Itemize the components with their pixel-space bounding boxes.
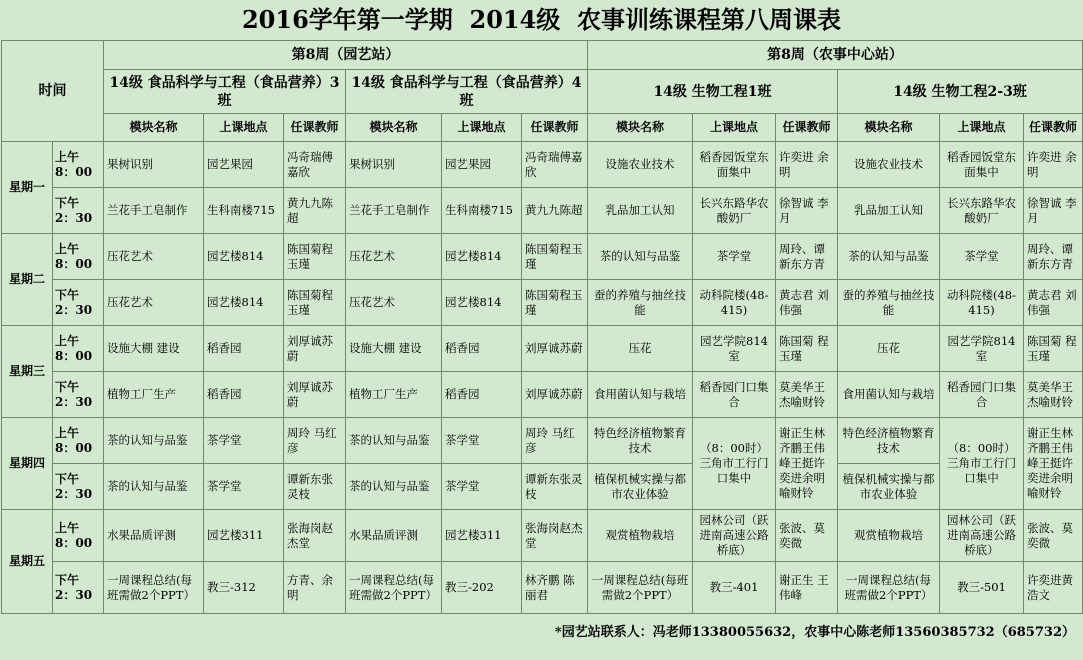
- teacher-cell: 刘厚诚苏蔚: [522, 372, 588, 418]
- location-cell: 园艺楼311: [204, 510, 284, 562]
- location-cell: 茶学堂: [204, 418, 284, 464]
- column-header: 模块名称: [838, 114, 940, 142]
- location-cell: 园艺楼311: [442, 510, 522, 562]
- column-header: 任课教师: [522, 114, 588, 142]
- class-header: 14级 生物工程2-3班: [838, 70, 1083, 114]
- location-cell: （8：00时）三角市工行门口集中: [940, 418, 1024, 510]
- teacher-cell: 张波、莫奕微: [1024, 510, 1083, 562]
- teacher-cell: 陈国菊 程玉瑾: [1024, 326, 1083, 372]
- class-header: 14级 食品科学与工程（食品营养）4班: [346, 70, 588, 114]
- time-slot: [53, 510, 104, 562]
- location-cell: 教三-312: [204, 562, 284, 614]
- module-cell: 植物工厂生产: [346, 372, 442, 418]
- module-cell: 设施农业技术: [838, 142, 940, 188]
- module-cell: 压花: [588, 326, 693, 372]
- module-cell: 设施大棚 建设: [346, 326, 442, 372]
- module-cell: 果树识别: [104, 142, 204, 188]
- schedule-table: [1, 40, 1083, 614]
- time-slot-text: 2：30: [55, 587, 93, 602]
- time-slot-text: 8：00: [55, 348, 93, 363]
- time-slot-text: 2：30: [55, 302, 93, 317]
- module-cell: 茶的认知与品鉴: [838, 234, 940, 280]
- module-cell: 压花艺术: [346, 234, 442, 280]
- module-cell: 茶的认知与品鉴: [346, 464, 442, 510]
- day-label: 星期四: [2, 418, 53, 510]
- time-slot-text: 2：30: [55, 210, 93, 225]
- teacher-cell: 张波、莫奕微: [776, 510, 838, 562]
- teacher-cell: 陈国菊程玉瑾: [522, 280, 588, 326]
- contact-footer: *园艺站联系人：冯老师13380055632，农事中心陈老师13560385732（685732）: [554, 625, 1075, 640]
- module-cell: 观赏植物栽培: [588, 510, 693, 562]
- location-cell: 园艺果园: [442, 142, 522, 188]
- teacher-cell: 陈国菊程玉瑾: [284, 234, 346, 280]
- location-cell: 长兴东路华农酸奶厂: [940, 188, 1024, 234]
- class-header: 14级 食品科学与工程（食品营养）3班: [104, 70, 346, 114]
- teacher-cell: 周玲、谭新东方青: [1024, 234, 1083, 280]
- module-cell: 特色经济植物繁育技术: [588, 418, 693, 464]
- location-cell: 茶学堂: [940, 234, 1024, 280]
- teacher-cell: 莫美华王杰喻财铃: [776, 372, 838, 418]
- teacher-cell: 谢正生林齐鹏王伟峰王挺许奕进余明喻财铃: [776, 418, 838, 510]
- module-cell: 食用菌认知与栽培: [588, 372, 693, 418]
- module-cell: 压花艺术: [104, 234, 204, 280]
- page-title: 2016学年第一学期 2014级 农事训练课程第八周课表: [241, 5, 841, 34]
- teacher-cell: 陈国菊程玉瑾: [522, 234, 588, 280]
- module-cell: 一周课程总结(每班需做2个PPT）: [838, 562, 940, 614]
- location-cell: 园林公司（跃进南高速公路桥底）: [940, 510, 1024, 562]
- location-cell: 茶学堂: [204, 464, 284, 510]
- teacher-cell: 许奕进 余明: [1024, 142, 1083, 188]
- module-cell: 水果品质评测: [104, 510, 204, 562]
- location-cell: 园艺学院814室: [693, 326, 776, 372]
- time-slot: [53, 372, 104, 418]
- module-cell: 茶的认知与品鉴: [104, 418, 204, 464]
- time-slot: [53, 464, 104, 510]
- teacher-cell: 刘厚诚苏蔚: [522, 326, 588, 372]
- location-cell: 动科院楼(48-415): [940, 280, 1024, 326]
- location-cell: 稻香园饭堂东面集中: [940, 142, 1024, 188]
- time-slot-text: 8：00: [55, 535, 93, 550]
- teacher-cell: 方青、余明: [284, 562, 346, 614]
- time-slot-text: 下午: [55, 471, 80, 486]
- station2-header: 第8周（农事中心站）: [588, 41, 1083, 70]
- teacher-cell: 谭新东张灵枝: [284, 464, 346, 510]
- column-header: 模块名称: [104, 114, 204, 142]
- location-cell: 长兴东路华农酸奶厂: [693, 188, 776, 234]
- module-cell: 乳品加工认知: [838, 188, 940, 234]
- module-cell: 果树识别: [346, 142, 442, 188]
- teacher-cell: 周玲 马红彦: [284, 418, 346, 464]
- location-cell: 茶学堂: [693, 234, 776, 280]
- module-cell: 蚕的养殖与抽丝技能: [838, 280, 940, 326]
- column-header: 上课地点: [693, 114, 776, 142]
- teacher-cell: 黄九九陈超: [284, 188, 346, 234]
- module-cell: 水果品质评测: [346, 510, 442, 562]
- teacher-cell: 周玲、谭新东方青: [776, 234, 838, 280]
- time-slot-text: 上午: [55, 333, 80, 348]
- day-label: 星期一: [2, 142, 53, 234]
- location-cell: 稻香园: [442, 372, 522, 418]
- time-slot-text: 8：00: [55, 256, 93, 271]
- column-header: 模块名称: [346, 114, 442, 142]
- time-slot: [53, 280, 104, 326]
- column-header: 上课地点: [204, 114, 284, 142]
- location-cell: 稻香园: [204, 326, 284, 372]
- location-cell: 稻香园: [204, 372, 284, 418]
- teacher-cell: 莫美华王杰喻财铃: [1024, 372, 1083, 418]
- location-cell: 生科南楼715: [442, 188, 522, 234]
- location-cell: 园艺果园: [204, 142, 284, 188]
- module-cell: 蚕的养殖与抽丝技能: [588, 280, 693, 326]
- location-cell: 稻香园: [442, 326, 522, 372]
- location-cell: 茶学堂: [442, 418, 522, 464]
- teacher-cell: 冯奇瑞傅嘉欣: [284, 142, 346, 188]
- column-header: 任课教师: [1024, 114, 1083, 142]
- column-header: 任课教师: [284, 114, 346, 142]
- teacher-cell: 徐智诚 李月: [776, 188, 838, 234]
- time-slot-text: 8：00: [55, 164, 93, 179]
- teacher-cell: 周玲 马红彦: [522, 418, 588, 464]
- time-slot-text: 下午: [55, 195, 80, 210]
- time-slot-text: 2：30: [55, 394, 93, 409]
- teacher-cell: 陈国菊 程玉瑾: [776, 326, 838, 372]
- module-cell: 特色经济植物繁育技术: [838, 418, 940, 464]
- location-cell: 园艺楼814: [204, 234, 284, 280]
- day-label: 星期二: [2, 234, 53, 326]
- module-cell: 一周课程总结(每班需做2个PPT）: [104, 562, 204, 614]
- location-cell: 教三-202: [442, 562, 522, 614]
- teacher-cell: 谭新东张灵枝: [522, 464, 588, 510]
- location-cell: 稻香园门口集合: [940, 372, 1024, 418]
- time-slot: [53, 326, 104, 372]
- location-cell: 生科南楼715: [204, 188, 284, 234]
- time-slot-text: 上午: [55, 241, 80, 256]
- teacher-cell: 陈国菊程玉瑾: [284, 280, 346, 326]
- time-slot-text: 上午: [55, 149, 80, 164]
- location-cell: 园艺楼814: [442, 234, 522, 280]
- teacher-cell: 刘厚诚苏蔚: [284, 326, 346, 372]
- day-label: 星期五: [2, 510, 53, 614]
- teacher-cell: 张海岗赵杰堂: [284, 510, 346, 562]
- time-header: 时间: [2, 41, 104, 142]
- teacher-cell: 徐智诚 李月: [1024, 188, 1083, 234]
- module-cell: 植物工厂生产: [104, 372, 204, 418]
- teacher-cell: 林齐鹏 陈丽君: [522, 562, 588, 614]
- module-cell: 茶的认知与品鉴: [588, 234, 693, 280]
- module-cell: 茶的认知与品鉴: [346, 418, 442, 464]
- module-cell: 食用菌认知与栽培: [838, 372, 940, 418]
- module-cell: 兰花手工皂制作: [104, 188, 204, 234]
- teacher-cell: 刘厚诚苏蔚: [284, 372, 346, 418]
- time-slot: [53, 142, 104, 188]
- location-cell: （8：00时）三角市工行门口集中: [693, 418, 776, 510]
- teacher-cell: 张海岗赵杰堂: [522, 510, 588, 562]
- teacher-cell: 许奕进黄浩文: [1024, 562, 1083, 614]
- teacher-cell: 黄九九陈超: [522, 188, 588, 234]
- location-cell: 教三-501: [940, 562, 1024, 614]
- location-cell: 茶学堂: [442, 464, 522, 510]
- location-cell: 稻香园门口集合: [693, 372, 776, 418]
- time-slot: [53, 234, 104, 280]
- location-cell: 动科院楼(48-415): [693, 280, 776, 326]
- module-cell: 兰花手工皂制作: [346, 188, 442, 234]
- time-slot-text: 上午: [55, 520, 80, 535]
- module-cell: 设施农业技术: [588, 142, 693, 188]
- teacher-cell: 许奕进 余明: [776, 142, 838, 188]
- time-slot-text: 2：30: [55, 486, 93, 501]
- day-label: 星期三: [2, 326, 53, 418]
- location-cell: 稻香园饭堂东面集中: [693, 142, 776, 188]
- column-header: 上课地点: [442, 114, 522, 142]
- column-header: 任课教师: [776, 114, 838, 142]
- module-cell: 压花艺术: [104, 280, 204, 326]
- station1-header: 第8周（园艺站）: [104, 41, 588, 70]
- module-cell: 压花艺术: [346, 280, 442, 326]
- location-cell: 园艺学院814室: [940, 326, 1024, 372]
- time-slot-text: 下午: [55, 379, 80, 394]
- module-cell: 设施大棚 建设: [104, 326, 204, 372]
- location-cell: 园艺楼814: [442, 280, 522, 326]
- time-slot: [53, 418, 104, 464]
- module-cell: 乳品加工认知: [588, 188, 693, 234]
- time-slot: [53, 188, 104, 234]
- teacher-cell: 谢正生 王伟峰: [776, 562, 838, 614]
- location-cell: 教三-401: [693, 562, 776, 614]
- module-cell: 植保机械实操与都市农业体验: [838, 464, 940, 510]
- module-cell: 一周课程总结(每班需做2个PPT）: [346, 562, 442, 614]
- module-cell: 植保机械实操与都市农业体验: [588, 464, 693, 510]
- teacher-cell: 冯奇瑞傅嘉欣: [522, 142, 588, 188]
- teacher-cell: 黄志君 刘伟强: [776, 280, 838, 326]
- time-slot-text: 上午: [55, 425, 80, 440]
- module-cell: 茶的认知与品鉴: [104, 464, 204, 510]
- column-header: 模块名称: [588, 114, 693, 142]
- module-cell: 压花: [838, 326, 940, 372]
- time-slot-text: 8：00: [55, 440, 93, 455]
- column-header: 上课地点: [940, 114, 1024, 142]
- time-slot-text: 下午: [55, 572, 80, 587]
- location-cell: 园林公司（跃进南高速公路桥底）: [693, 510, 776, 562]
- time-slot: [53, 562, 104, 614]
- location-cell: 园艺楼814: [204, 280, 284, 326]
- teacher-cell: 黄志君 刘伟强: [1024, 280, 1083, 326]
- teacher-cell: 谢正生林齐鹏王伟峰王挺许奕进余明喻财铃: [1024, 418, 1083, 510]
- time-slot-text: 下午: [55, 287, 80, 302]
- class-header: 14级 生物工程1班: [588, 70, 838, 114]
- module-cell: 一周课程总结(每班需做2个PPT）: [588, 562, 693, 614]
- module-cell: 观赏植物栽培: [838, 510, 940, 562]
